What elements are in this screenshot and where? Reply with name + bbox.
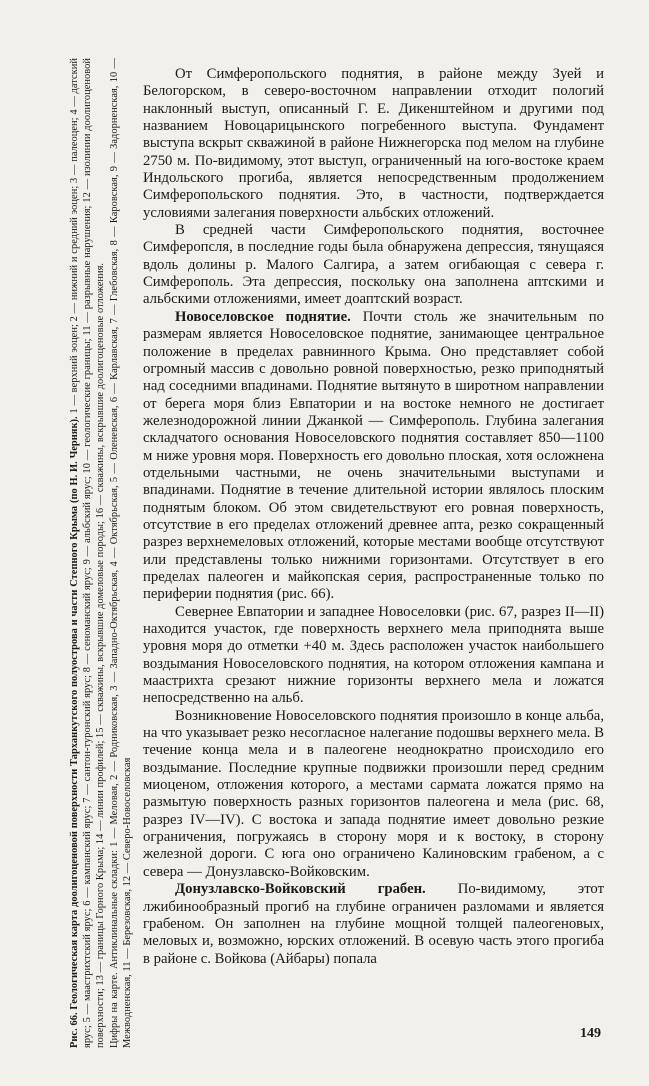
paragraph-3 xyxy=(143,309,604,604)
paragraph-6-text: По-видимому, этот лжибинообразный прогиб на глубине ограничен разломами и является грабеном. Он заполнен на глубине мощной толщей палеогеновых, меловых и, возможно, юрских отложений. В осевую часть этого прогиба в районе с. Войкова (Айбары) попала xyxy=(143,881,604,967)
page-number: 149 xyxy=(580,1026,601,1041)
caption-title-and-legend xyxy=(68,58,108,1048)
caption-legend: 1 — верхний эоцен; 2 — нижний и средний эоцен; 3 — палеоцен; 4 — датский ярус; 5 — маастрихтский ярус; 6 — кампанский ярус; 7 — сантон-туронский ярус; 8 — сеноманский ярус; 9 — альбский ярус; 10 — геологические границы; 11 — разрывные нарушения; 12 — изолинии доолигоценовой поверхности; 13 — границы Горного Крыма; 14 — линии профилей; 15 — скважины, вскрывшие домеловые породы; 16 — скважины, вскрывшие доолигоценовые отложения. xyxy=(69,58,107,1048)
section-heading-novoselovskoe: Новоселовское поднятие. xyxy=(175,308,351,325)
section-heading-donuzlav-voikovsky: Донузлавско-Войковский грабен. xyxy=(175,881,426,898)
caption-map-numbers: Цифры на карте. Антиклинальные складки: 1 — Меловая, 2 — Родниковская, 3 — Западно-Октябрьская, 4 — Октябрьская, 5 — Оленевская, 6 — Карлавская, 7 — Глебовская, 8 — Каровская, 9 — Задорненская, 10 — Межводненская, 11 — Березовская, 12 — Северо-Новоселовская xyxy=(108,58,133,1048)
paragraph-1: От Симферопольского поднятия, в районе между Зуей и Белогорском, в северо-восточном направлении отходит пологий наклонный выступ, описанный Г. Е. Дикенштейном и другими под названием Новоцарицынского погребенного выступа. Фундамент выступа вскрыт скважиной в районе Нижнегорска под мелом на глубине 2750 м. По-видимому, этот выступ, ограниченный на юго-востоке краем Индольского прогиба, является непосредственным продолжением Симферопольского поднятия. Это, в частности, подтверждается условиями залегания поверхности альбских отложений. xyxy=(143,66,604,221)
paragraph-2: В средней части Симферопольского поднятия, восточнее Симферопсля, в последние годы была обнаружена депрессия, тянущаяся вдоль долины р. Малого Салгира, а затем огибающая с севера г. Симферополь. Эта депрессия, поскольку она заполнена аптскими и альбскими отложениями, имеет доаптский возраст. xyxy=(143,222,604,308)
main-text xyxy=(143,66,604,968)
paragraph-4: Севернее Евпатории и западнее Новоселовки (рис. 67, разрез II—II) находится участок, где поверхность верхнего мела приподнята выше уровня моря до отметки +40 м. Здесь расположен участок наибольшего воздымания Новоселовского поднятия, на котором отложения кампана и маастрихта срезают нижние горизонты верхнего мела и ложатся непосредственно на альб. xyxy=(143,603,604,707)
caption-title: Рис. 66. Геологическая карта доолигоценовой поверхности Тарханкутского полуострова и части Степного Крыма (по Н. И. Черняк). xyxy=(69,416,80,1048)
paragraph-3-text: Почти столь же значительным по размерам является Новоселовское поднятие, занимающее центральное положение в пределах равнинного Крыма. Оно представляет собой огромный массив с довольно ровной поверхностью, резко приподнятый над соседними впадинами. Поднятие вытянуто в широтном направлении от берега моря близ Евпатории и на востоке немного не достигает железнодорожной линии Джанкой — Симферополь. Глубина залегания складчатого основания Новоселовского поднятия составляет 850—1100 м ниже уровня моря. Поверхность его довольно плоская, хотя осложнена отдельными частными, не очень значительными выступами и впадинами. Поднятие в течение длительной истории являлось плоским поднятым блоком. Об этом свидетельствуют его ровная поверхность, отсутствие в его пределах отложений древнее апта, резко сокращенный разрез верхнемеловых отложений, которые местами вообще отсутствуют или представлены только нижними горизонтами. Отсутствует в его пределах палеоген и майкопская серия, распространенные только по периферии поднятия (рис. 66). xyxy=(143,308,604,603)
paragraph-5: Возникновение Новоселовского поднятия произошло в конце альба, на что указывает резко несогласное налегание подошвы верхнего мела. В течение конца мела и в палеогене неоднократно происходило его воздымание. Последние крупные подвижки произошли перед средним миоценом, отложения которого, а местами сармата ложатся прямо на размытую поверхность разных горизонтов палеогена и мела (рис. 68, разрез IV—IV). С востока и запада поднятие имеет довольно резкие ограничения, погружаясь в сторону моря и к востоку, в сторону железной дороги. С юга оно ограничено Калиновским грабеном, а с севера — Донузлавско-Войковским. xyxy=(143,707,604,880)
paragraph-6 xyxy=(143,881,604,968)
figure-caption xyxy=(68,58,134,1048)
